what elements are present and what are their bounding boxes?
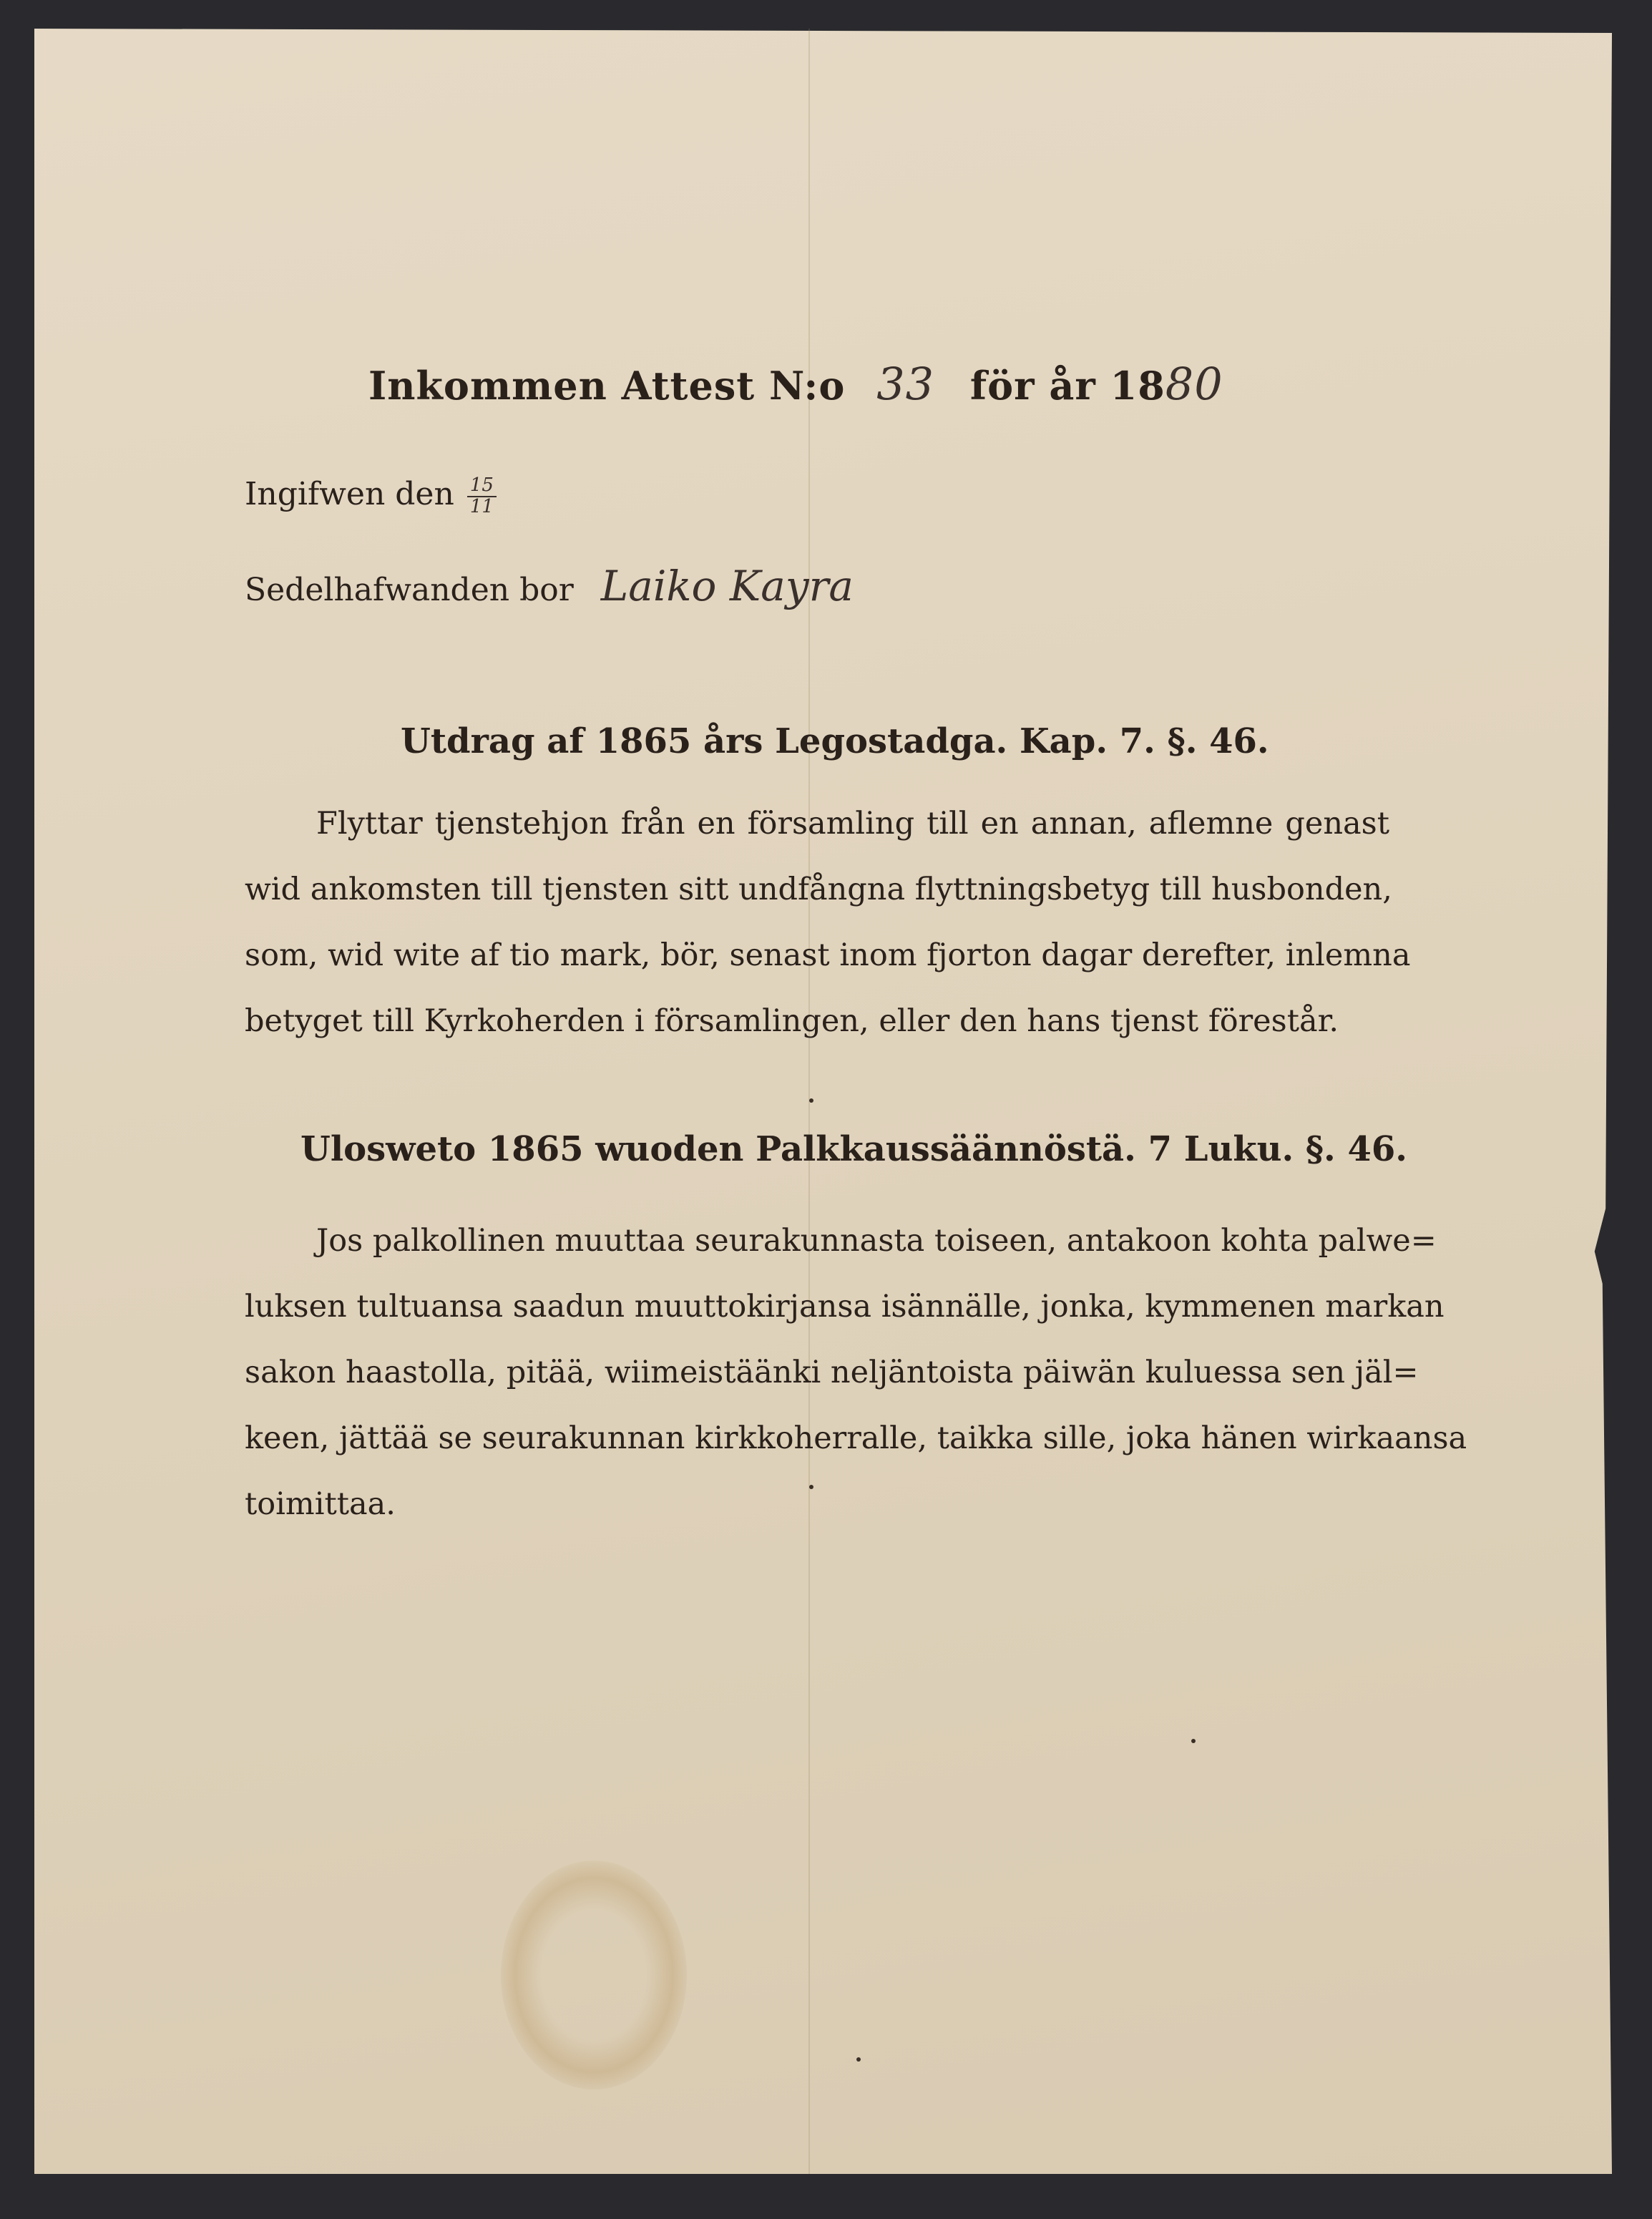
finnish-heading: Ulosweto 1865 wuoden Palkkaussäännöstä. 7 Luku. §. 46. [300, 1129, 1407, 1169]
swedish-line-4: betyget till Kyrkoherden i församlingen, eller den hans tjenst förestår. [245, 1003, 1339, 1039]
ingifwen-month: 11 [469, 495, 494, 517]
finnish-line-1: Jos palkollinen muuttaa seurakunnasta toiseen, antakoon kohta palwe= [316, 1223, 1437, 1259]
document-paper [34, 29, 1612, 2174]
swedish-line-1: Flyttar tjenstehjon från en församling till en annan, aflemne genast [316, 806, 1389, 842]
residence-field [245, 562, 854, 610]
year-handwritten: 80 [1165, 358, 1223, 410]
ink-speck [809, 1098, 813, 1103]
finnish-line-3: sakon haastolla, pitää, wiimeistäänki neljäntoista päiwän kuluessa sen jäl= [245, 1355, 1419, 1390]
swedish-heading: Utdrag af 1865 års Legostadga. Kap. 7. §. 46. [401, 721, 1269, 761]
attest-title [368, 358, 1223, 410]
attest-number-handwritten: 33 [876, 358, 935, 410]
ink-speck [856, 2057, 861, 2062]
ink-speck [1191, 1739, 1196, 1743]
ingifwen-field [245, 476, 497, 517]
residence-label: Sedelhafwanden bor [245, 572, 574, 608]
finnish-line-4: keen, jättää se seurakunnan kirkkoherralle, taikka sille, joka hänen wirkaansa [245, 1420, 1467, 1456]
finnish-paragraph [245, 1208, 1467, 1537]
ingifwen-label: Ingifwen den [245, 476, 454, 512]
finnish-line-5: toimittaa. [245, 1486, 396, 1522]
residence-value-handwritten: Laiko Kayra [600, 562, 854, 610]
finnish-line-2: luksen tultuansa saadun muuttokirjansa isännälle, jonka, kymmenen markan [245, 1289, 1445, 1325]
swedish-line-3: som, wid wite af tio mark, bör, senast inom fjorton dagar derefter, inlemna [245, 937, 1411, 973]
title-middle: för år 18 [969, 363, 1165, 409]
swedish-line-2: wid ankomsten till tjensten sitt undfångna flyttningsbetyg till husbonden, [245, 872, 1392, 907]
ingifwen-day: 15 [467, 476, 497, 497]
ink-speck [809, 1485, 813, 1489]
swedish-paragraph [245, 791, 1411, 1054]
water-stain [501, 1860, 687, 2089]
ingifwen-date-handwritten [467, 476, 497, 517]
title-prefix: Inkommen Attest N:o [368, 363, 846, 409]
